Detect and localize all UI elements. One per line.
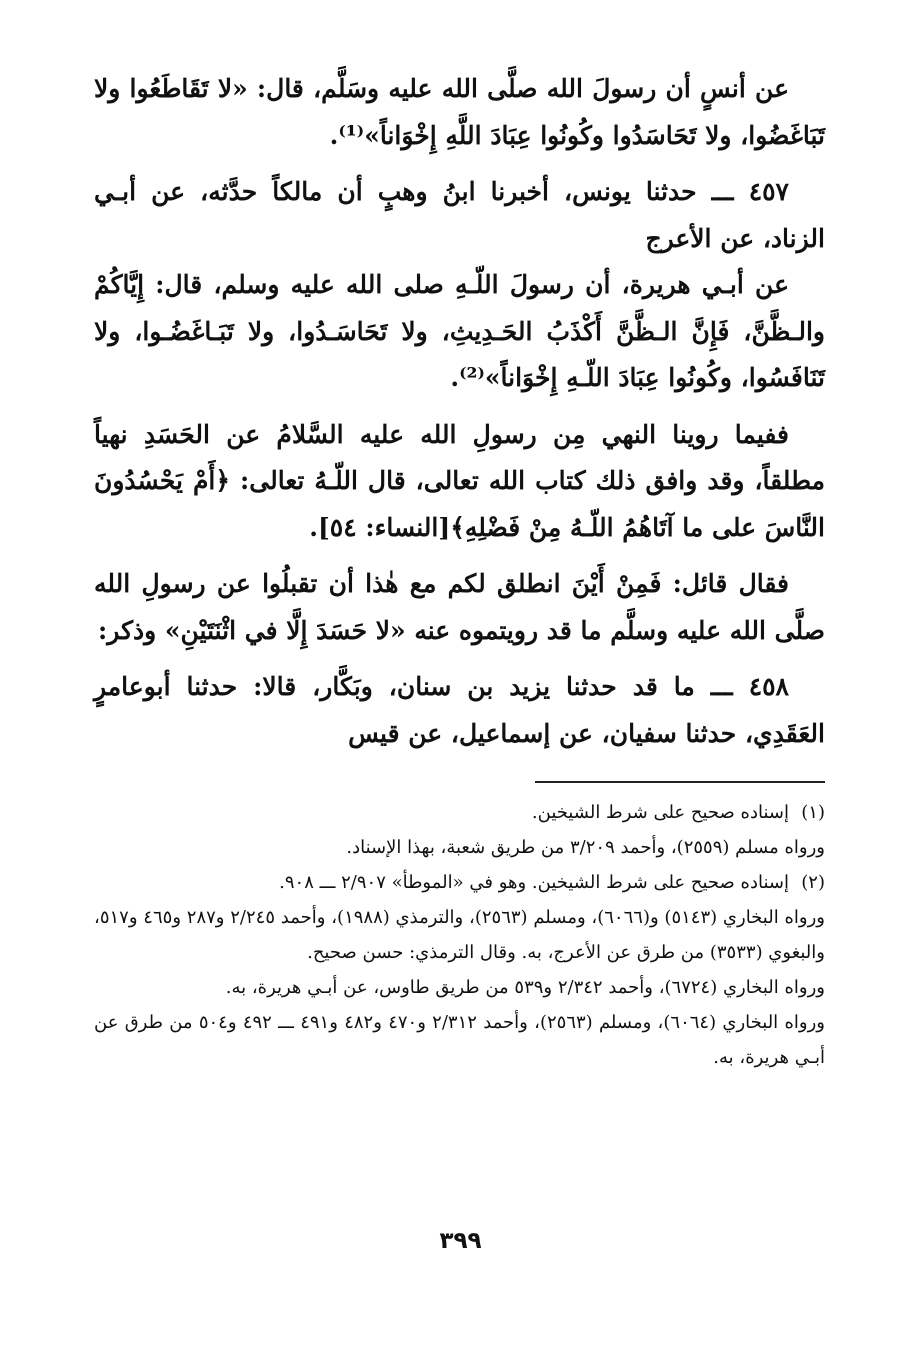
paragraph-commentary: ففيما روينا النهي مِن رسولِ الله عليه السَّلامُ عن الحَسَدِ نهياً مطلقاً، وقد وافق ذلك كتاب الله تعالى، قال اللّـهُ تعالى: ﴿أَمْ يَحْسُدُونَ النَّاسَ على ما آتَاهُمُ اللّـهُ مِنْ فَضْلِهِ﴾[النساء: ٥٤]. [94, 419, 825, 542]
footnote-2-line-2: ورواه البخاري (٥١٤٣) و(٦٠٦٦)، ومسلم (٢٥٦٣)، والترمذي (١٩٨٨)، وأحمد ٢/٢٤٥ و٢٨٧ و٤٦٥ و٥١٧، والبغوي (٣٥٣٣) من طرق عن الأعرج، به. وقال الترمذي: حسن صحيح. [94, 907, 825, 963]
footnote-2-line-1: (٢)إسناده صحيح على شرط الشيخين. وهو في «الموطأ» ٢/٩٠٧ ـــ ٩٠٨. [94, 865, 825, 900]
footnote-1-number: (١) [801, 802, 825, 823]
paragraph-hadith-abu-hurayra: عن أبـي هريرة، أن رسولَ اللّـهِ صلى الله عليه وسلم، قال: إِيَّاكُمْ والـظَّنَّ، فَإِنَّ الـظَّنَّ أَكْذَبُ الحَـدِيثِ، ولا تَحَاسَـدُوا، ولا تَبَـاغَضُـوا، ولا تَنَافَسُوا، وكُونُوا عِبَادَ اللّـهِ إِخْوَاناً»⁽²⁾. [94, 270, 825, 392]
paragraph-hadith-anas: عن أنسٍ أن رسولَ الله صلَّى الله عليه وسَلَّم، قال: «لا تَقَاطَعُوا ولا تَبَاغَضُوا، ولا تَحَاسَدُوا وكُونُوا عِبَادَ اللَّهِ إِخْوَاناً»⁽¹⁾. [94, 74, 825, 150]
paragraph-isnad-458: ٤٥٨ ـــ ما قد حدثنا يزيد بن سنان، وبَكَّار، قالا: حدثنا أبوعامرٍ العَقَدِي، حدثنا سفيان، عن إسماعيل، عن قيس [94, 672, 825, 748]
footnote-2-line-4: ورواه البخاري (٦٠٦٤)، ومسلم (٢٥٦٣)، وأحمد ٢/٣١٢ و٤٧٠ و٤٨٢ و٤٩١ ـــ ٤٩٢ و٥٠٤ من طرق عن أبـي هريرة، به. [94, 1012, 825, 1068]
paragraph-isnad-457: ٤٥٧ ـــ حدثنا يونس، أخبرنا ابنُ وهبٍ أن مالكاً حدَّثه، عن أبـي الزناد، عن الأعرج [94, 177, 825, 253]
footnote-separator [535, 781, 825, 783]
footnote-2-number: (٢) [801, 872, 825, 893]
paragraph-objection: فقال قائل: فَمِنْ أَيْنَ انطلق لكم مع هٰذا أن تقبلُوا عن رسولِ الله صلَّى الله عليه وسلَّم ما قد رويتموه عنه «لا حَسَدَ إِلَّا في اثْنَتَيْنِ» وذكر: [94, 569, 825, 645]
main-text [94, 66, 825, 757]
footnote-1-line-1: (١)إسناده صحيح على شرط الشيخين. [94, 795, 825, 830]
footnotes [94, 795, 825, 1075]
footnote-1-line-2: ورواه مسلم (٢٥٥٩)، وأحمد ٣/٢٠٩ من طريق شعبة، بهذا الإسناد. [346, 837, 825, 858]
footnote-2-line-3: ورواه البخاري (٦٧٢٤)، وأحمد ٢/٣٤٢ و٥٣٩ من طريق طاوس، عن أبـي هريرة، به. [225, 977, 825, 998]
page-number: ٣٩٩ [439, 1228, 482, 1254]
